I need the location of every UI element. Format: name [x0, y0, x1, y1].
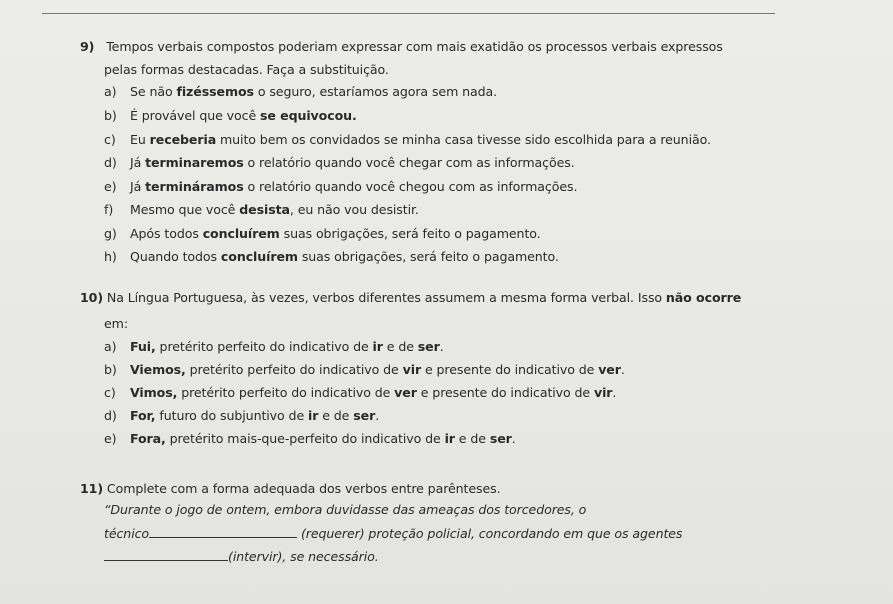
q10-item-infinitive-1: ver — [394, 385, 417, 400]
q11-blank-1[interactable] — [149, 525, 297, 538]
q9-item-text-pre: Após todos — [130, 226, 203, 241]
q9-item — [104, 108, 357, 124]
q9-item-text-pre: Mesmo que você — [130, 202, 240, 217]
q10-item-end: . — [620, 362, 625, 377]
q9-stem-2: pelas formas destacadas. Faça a substituição. — [104, 62, 389, 77]
q10-item-desc-2: e presente do indicativo de — [421, 362, 599, 377]
q9-item — [104, 202, 419, 218]
q10-item-end: . — [511, 431, 516, 446]
q9-item — [104, 179, 577, 195]
q10-item-desc-2: e de — [382, 339, 418, 354]
q11-quote-text-1: “Durante o jogo de ontem, embora duvidasse das ameaças dos torcedores, o — [104, 502, 587, 517]
q9-item — [104, 155, 575, 171]
top-rule — [42, 13, 775, 14]
q10-item-end: . — [612, 385, 617, 400]
q9-item-highlight: receberia — [149, 132, 217, 147]
q9-number: 9) — [80, 39, 95, 54]
q9-item-text-post: suas obrigações, será feito o pagamento. — [297, 249, 559, 264]
q10-item-infinitive-1: ir — [308, 408, 319, 423]
q11-quote-text-2b: (requerer) proteção policial, concordando em que os agentes — [300, 526, 683, 541]
q9-item-highlight: termináramos — [145, 179, 244, 194]
q9-item — [104, 84, 497, 100]
q10-item-verb: Vimos, — [130, 385, 178, 400]
q10-item-infinitive-1: vir — [402, 362, 422, 377]
q10-item-verb: Fora, — [130, 431, 166, 446]
q9-item-text-post: suas obrigações, será feito o pagamento. — [279, 226, 541, 241]
q10-item-desc: pretérito mais-que-perfeito do indicativo de — [165, 431, 445, 446]
q10-item-label: a) — [104, 339, 117, 354]
q9-item-text-pre: Já — [130, 155, 146, 170]
q10-item-infinitive-1: ir — [372, 339, 383, 354]
q9-item-label: d) — [104, 155, 117, 170]
q9-item-label: b) — [104, 108, 117, 123]
q9-item-label: e) — [104, 179, 117, 194]
q10-item-desc-2: e de — [318, 408, 354, 423]
q10-item-infinitive-2: vir — [593, 385, 613, 400]
q10-item-end: . — [439, 339, 444, 354]
q11-quote-1 — [104, 502, 586, 518]
q11-number: 11) — [80, 481, 103, 496]
q9-item-text-post: muito bem os convidados se minha casa tivesse sido escolhida para a reunião. — [216, 132, 711, 147]
q11-quote-2 — [104, 525, 682, 542]
q10-item-desc: futuro do subjuntivo de — [155, 408, 308, 423]
q10-item-infinitive-2: ser — [417, 339, 440, 354]
q9-item — [104, 226, 541, 242]
q10-item-desc: pretérito perfeito do indicativo de — [177, 385, 395, 400]
q10-stem-1: Na Língua Portuguesa, às vezes, verbos diferentes assumem a mesma forma verbal. Isso — [106, 290, 666, 305]
q10-item-desc: pretérito perfeito do indicativo de — [155, 339, 373, 354]
q10-item — [104, 408, 379, 424]
q9-item-label: h) — [104, 249, 117, 264]
q10-item — [104, 362, 625, 378]
q11-quote-text-3: (intervir), se necessário. — [228, 549, 379, 564]
q9-item-text-post: o seguro, estaríamos agora sem nada. — [253, 84, 498, 99]
q9-item-text-pre: Quando todos — [130, 249, 221, 264]
q10-item-desc: pretérito perfeito do indicativo de — [185, 362, 403, 377]
q10-stem-line-1 — [80, 290, 741, 306]
q10-item-verb: Viemos, — [130, 362, 186, 377]
q10-item-label: e) — [104, 431, 117, 446]
q10-item-infinitive-2: ver — [598, 362, 621, 377]
q10-item-desc-2: e presente do indicativo de — [416, 385, 594, 400]
q9-item-highlight: concluírem — [220, 249, 298, 264]
q9-item-label: g) — [104, 226, 117, 241]
q10-stem-2: em: — [104, 316, 128, 331]
q9-stem-line-1 — [80, 39, 723, 55]
q10-item-label: c) — [104, 385, 116, 400]
q10-item-infinitive-2: ser — [353, 408, 376, 423]
q9-item-highlight: se equivocou. — [260, 108, 357, 123]
q10-item-label: b) — [104, 362, 117, 377]
q9-item-text-post: , eu não vou desistir. — [289, 202, 419, 217]
q9-item-label: c) — [104, 132, 116, 147]
q10-stem-bold: não ocorre — [665, 290, 742, 305]
q9-item-label: a) — [104, 84, 117, 99]
q10-item-desc-2: e de — [454, 431, 490, 446]
q9-item-highlight: desista — [239, 202, 290, 217]
q11-stem-line — [80, 481, 501, 497]
q9-item-text-pre: Se não — [130, 84, 177, 99]
q10-item — [104, 385, 616, 401]
q9-item-highlight: concluírem — [202, 226, 280, 241]
q9-item-text-post: o relatório quando você chegar com as informações. — [243, 155, 575, 170]
q9-item-text-pre: Eu — [130, 132, 150, 147]
q10-item-label: d) — [104, 408, 117, 423]
q9-item-text-pre: Já — [130, 179, 146, 194]
q11-quote-3 — [104, 548, 379, 565]
q9-item-text-pre: É provável que você — [130, 108, 260, 123]
q10-item-verb: For, — [130, 408, 156, 423]
q9-item — [104, 249, 559, 265]
q11-quote-text-2a: técnico — [104, 526, 150, 541]
q10-item — [104, 431, 516, 447]
q9-item-highlight: terminaremos — [145, 155, 244, 170]
q9-item-text-post: o relatório quando você chegou com as informações. — [243, 179, 578, 194]
q10-number: 10) — [80, 290, 103, 305]
q10-item-verb: Fui, — [130, 339, 156, 354]
q10-item-infinitive-2: ser — [489, 431, 512, 446]
q9-item-highlight: fizéssemos — [176, 84, 254, 99]
q9-item-label: f) — [104, 202, 114, 217]
q10-item — [104, 339, 444, 355]
q9-stem-1: Tempos verbais compostos poderiam expressar com mais exatidão os processos verbais expressos — [106, 39, 723, 54]
q9-item — [104, 132, 711, 148]
q10-item-end: . — [375, 408, 380, 423]
q11-blank-2[interactable] — [104, 548, 228, 561]
q11-stem: Complete com a forma adequada dos verbos entre parênteses. — [106, 481, 501, 496]
q10-item-infinitive-1: ir — [444, 431, 455, 446]
